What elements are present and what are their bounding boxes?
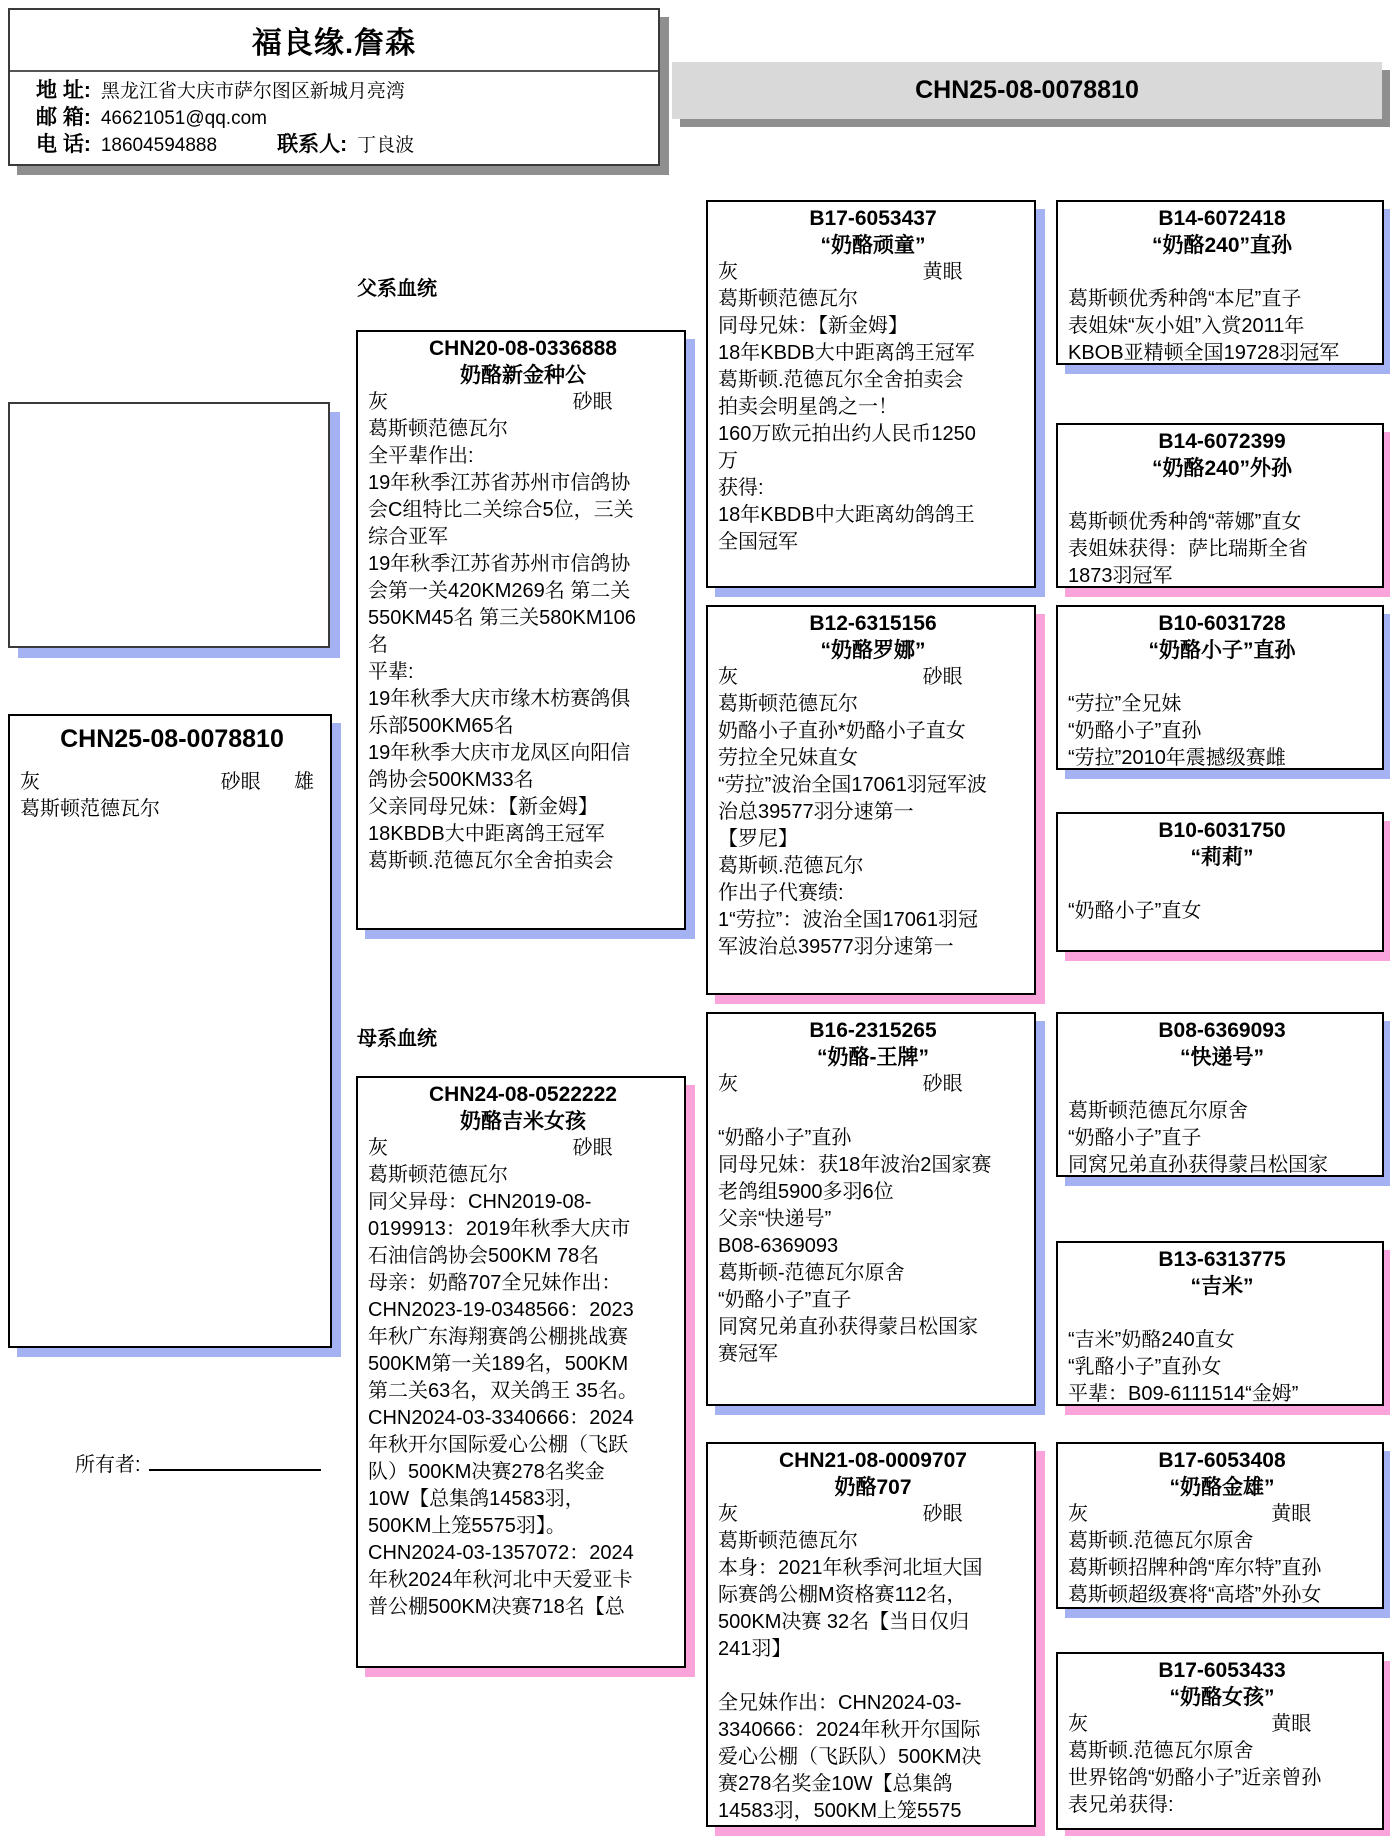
pedigree-text-line: “劳拉”2010年震撼级赛雌 [1068,747,1286,769]
pedigree-box-gg2 [1056,423,1384,588]
eye-value: 砂眼 [572,1137,613,1159]
pedigree-text-line: 第二关63名，双关鸽王 35名。 [368,1380,639,1402]
pedigree-text-line: 500KM上笼5575羽】。 [368,1515,566,1537]
pedigree-text-line: 表姐妹获得：萨比瑞斯全省 [1068,538,1308,560]
pedigree-text-line: 鸽协会500KM33名 [368,769,534,791]
pedigree-text-line: “奶酪小子”直女 [1068,900,1202,922]
color-value: 灰 [718,666,738,688]
pedigree-text-line: 际赛鸽公棚M资格赛112名， [718,1584,967,1606]
trait-line [718,1071,1028,1098]
pedigree-text-line: 葛斯顿范德瓦尔 [368,418,508,440]
pedigree-text-line: 葛斯顿范德瓦尔 [20,798,160,820]
pedigree-text-line: 作出子代赛绩: [718,882,844,904]
pedigree-text-line: 葛斯顿范德瓦尔 [718,288,858,310]
pigeon-name: “奶酪-王牌” [817,1046,929,1069]
pedigree-text-line: “奶酪小子”直子 [1068,1127,1202,1149]
pedigree-text-line: 葛斯顿范德瓦尔 [718,693,858,715]
pedigree-text-line: 普公棚500KM决赛718名【总 [368,1596,625,1618]
pedigree-text-line: CHN2024-03-3340666：2024 [368,1407,634,1429]
pedigree-text-line: 同窝兄弟直孙获得蒙吕松国家 [718,1316,978,1338]
pedigree-box-gf_m [706,1012,1036,1406]
pigeon-name: “莉莉” [1190,846,1254,869]
pedigree-text-line: 葛斯顿招牌种鸽“库尔特”直孙 [1068,1557,1322,1579]
pedigree-text-line: 表姐妹“灰小姐”入赏2011年 [1068,315,1305,337]
eye-value: 砂眼 [922,1503,963,1525]
pigeon-name: “快递号” [1180,1046,1264,1069]
trait-line [20,769,324,796]
address-label: 地 址: [36,79,91,102]
pedigree-box-gg7 [1056,1442,1384,1609]
color-value: 灰 [1068,1503,1088,1525]
pedigree-box-gg6 [1056,1241,1384,1406]
ring-number: B14-6072418 [1158,207,1286,230]
pedigree-text-line: 全平辈作出: [368,445,474,467]
pedigree-text-line: 10W【总集鸽14583羽， [368,1488,585,1510]
pedigree-text-line: B08-6369093 [718,1235,839,1257]
pedigree-text-line: 1“劳拉”：波治全国17061羽冠 [718,909,979,931]
pedigree-text-line: 队）500KM决赛278名奖金 [368,1461,605,1483]
email-row [10,105,658,132]
pedigree-text-line: 550KM45名 第三关580KM106 [368,607,636,629]
pedigree-text-line: 劳拉全兄妹直女 [718,747,858,769]
pedigree-box-gg4 [1056,812,1384,952]
color-value: 灰 [718,1503,738,1525]
owner-line [75,1448,321,1477]
owner-blank-line [149,1451,321,1471]
pedigree-text-line: “吉米”奶酪240直女 [1068,1329,1235,1351]
color-value: 灰 [368,391,388,413]
ring-number: B16-2315265 [809,1019,937,1042]
pedigree-text-line [1068,664,1376,691]
trait-line [718,664,1028,691]
pigeon-name: “奶酪小子”直孙 [1148,639,1296,662]
pedigree-text-line: 全兄妹作出：CHN2024-03- [718,1692,962,1714]
pedigree-text-line: 同母兄妹：【新金姆】 [718,315,908,337]
pedigree-box-mother [356,1076,686,1668]
pedigree-text-line: 爱心公棚（飞跃队）500KM决 [718,1746,982,1768]
pedigree-text-line: 19年秋季江苏省苏州市信鸽协 [368,553,631,575]
pedigree-text-line: 241羽】 [718,1638,792,1660]
pedigree-text-line: 500KM第一关189名，500KM [368,1353,629,1375]
trait-line [1068,1501,1376,1528]
color-value: 灰 [20,771,40,793]
pedigree-text-line: 全国冠军 [718,531,798,553]
pedigree-text-line: 18KBDB大中距离鸽王冠军 [368,823,605,845]
ring-number: B12-6315156 [809,612,937,635]
pedigree-text-line [1068,259,1376,286]
pedigree-text-line: 赛278名奖金10W【总集鸽 [718,1773,953,1795]
pedigree-text-line: “奶酪小子”直孙 [1068,720,1202,742]
pigeon-name: 奶酪吉米女孩 [460,1110,586,1133]
pedigree-text-line: 同母兄妹：获18年波治2国家赛 [718,1154,992,1176]
pedigree-text-line: 父亲“快递号” [718,1208,832,1230]
owner-label: 所有者: [75,1454,141,1476]
eye-value: 黄眼 [1271,1713,1312,1735]
ring-number: B08-6369093 [1158,1019,1286,1042]
pedigree-text-line: 18年KBDB中大距离幼鸽鸽王 [718,504,975,526]
pedigree-text-line: 年秋广东海翔赛鸽公棚挑战赛 [368,1326,628,1348]
pigeon-name: “吉米” [1190,1275,1254,1298]
pedigree-box-gg8 [1056,1652,1384,1830]
pedigree-text-line: KBOB亚精顿全国19728羽冠军 [1068,342,1340,364]
pedigree-text-line: 老鸽组5900多羽6位 [718,1181,894,1203]
pedigree-text-line: 葛斯顿.范德瓦尔全舍拍卖会 [368,850,614,872]
pedigree-text-line: 乐部500KM65名 [368,715,514,737]
trait-line [718,259,1028,286]
pedigree-text-line: 葛斯顿-范德瓦尔原舍 [718,1262,905,1284]
ring-number: CHN21-08-0009707 [779,1449,967,1472]
pedigree-text-line: 1873羽冠军 [1068,565,1173,587]
pedigree-text-line: 本身：2021年秋季河北垣大国 [718,1557,983,1579]
pedigree-text-line: 葛斯顿.范德瓦尔全舍拍卖会 [718,369,964,391]
pigeon-name: 奶酪新金种公 [460,364,586,387]
loft-title: 福良缘.詹森 [251,27,417,60]
pedigree-text-line: 万 [718,450,738,472]
pedigree-text-line: 平辈：B09-6111514“金姆” [1068,1383,1299,1405]
pedigree-text-line: “乳酪小子”直孙女 [1068,1356,1222,1378]
pedigree-text-line: “劳拉”波治全国17061羽冠军波 [718,774,987,796]
pedigree-text-line: 同窝兄弟直孙获得蒙吕松国家 [1068,1154,1328,1176]
sex-value: 雄 [294,771,314,793]
pedigree-text-line: 葛斯顿优秀种鸽“本尼”直子 [1068,288,1302,310]
email-label: 邮 箱: [36,106,91,129]
photo-placeholder-box [8,402,330,648]
pedigree-box-gg3 [1056,605,1384,770]
trait-line [368,1135,678,1162]
pedigree-text-line: 名 [368,634,388,656]
pedigree-text-line: 获得: [718,477,764,499]
pedigree-text-line: 19年秋季大庆市龙凤区向阳信 [368,742,631,764]
ring-number: CHN25-08-0078810 [60,725,284,753]
pigeon-name: “奶酪金雄” [1169,1476,1275,1499]
pedigree-text-line: 同父异母：CHN2019-08- [368,1191,592,1213]
pedigree-text-line: 年秋开尔国际爱心公棚（飞跃 [368,1434,628,1456]
pedigree-box-gg1 [1056,200,1384,365]
pedigree-text-line: 赛冠军 [718,1343,778,1365]
color-value: 灰 [1068,1713,1088,1735]
pedigree-text-line: 葛斯顿.范德瓦尔原舍 [1068,1740,1254,1762]
pedigree-text-line: 父亲同母兄妹：【新金姆】 [368,796,598,818]
address-value: 黑龙江省大庆市萨尔图区新城月亮湾 [100,81,405,102]
pedigree-text-line: 160万欧元拍出约人民币1250 [718,423,976,445]
color-value: 灰 [718,1073,738,1095]
pedigree-text-line [1068,1300,1376,1327]
pedigree-text-line: 19年秋季江苏省苏州市信鸽协 [368,472,631,494]
pigeon-name: “奶酪顽童” [820,234,926,257]
pedigree-text-line: 平辈: [368,661,414,683]
pedigree-text-line [1068,871,1376,898]
eye-value: 砂眼 [572,391,613,413]
eye-value: 黄眼 [922,261,963,283]
eye-value: 砂眼 [922,666,963,688]
contact-value: 丁良波 [357,135,415,156]
trait-line [718,1501,1028,1528]
ring-number-banner: CHN25-08-0078810 [672,62,1382,119]
pedigree-text-line: 表兄弟获得: [1068,1794,1174,1816]
pedigree-box-father [356,330,686,930]
phone-row [10,132,658,159]
eye-value: 砂眼 [220,771,261,793]
color-value: 灰 [718,261,738,283]
pedigree-text-line: 葛斯顿范德瓦尔 [368,1164,508,1186]
ring-number: B13-6313775 [1158,1248,1286,1271]
pedigree-text-line: 葛斯顿范德瓦尔原舍 [1068,1100,1248,1122]
color-value: 灰 [368,1137,388,1159]
pedigree-text-line: CHN2024-03-1357072：2024 [368,1542,634,1564]
pedigree-text-line: 年秋2024年秋河北中天爱亚卡 [368,1569,633,1591]
contact-group [277,133,414,158]
pigeon-name: 奶酪707 [834,1476,912,1499]
pedigree-text-line [1068,1071,1376,1098]
pedigree-text-line: “奶酪小子”直孙 [718,1127,852,1149]
pedigree-text-line [1068,482,1376,509]
loft-info-card [8,8,660,166]
pedigree-text-line: 会C组特比二关综合5位，三关 [368,499,634,521]
phone-label: 电 话: [36,133,91,156]
maternal-line-label: 母系血统 [357,1028,437,1050]
pedigree-text-line: 世界铭鸽“奶酪小子”近亲曾孙 [1068,1767,1322,1789]
loft-divider [10,70,658,72]
pigeon-name: “奶酪女孩” [1169,1686,1275,1709]
pedigree-text-line: 葛斯顿.范德瓦尔 [718,855,864,877]
pedigree-text-line: 军波治总39577羽分速第一 [718,936,954,958]
pedigree-text-line: 母亲：奶酪707全兄妹作出： [368,1272,622,1294]
paternal-line-label: 父系血统 [357,278,437,300]
ring-number: CHN24-08-0522222 [429,1083,617,1106]
pedigree-text-line: 葛斯顿范德瓦尔 [718,1530,858,1552]
pedigree-text-line: 3340666：2024年秋开尔国际 [718,1719,981,1741]
email-value: 46621051@qq.com [100,108,267,129]
pigeon-name: “奶酪240”外孙 [1151,457,1293,480]
trait-line [1068,1711,1376,1738]
pedigree-text-line: 治总39577羽分速第一 [718,801,914,823]
ring-number: B10-6031750 [1158,819,1286,842]
ring-number: B14-6072399 [1158,430,1286,453]
pedigree-box-gm_p [706,605,1036,995]
pedigree-text-line: 石油信鸽协会500KM 78名 [368,1245,600,1267]
ring-number: B10-6031728 [1158,612,1286,635]
phone-value: 18604594888 [100,135,218,156]
address-row [10,78,658,105]
pedigree-text-line: “劳拉”全兄妹 [1068,693,1182,715]
pedigree-text-line: 拍卖会明星鸽之一！ [718,396,898,418]
pedigree-text-line: 0199913：2019年秋季大庆市 [368,1218,631,1240]
pedigree-text-line: 19年秋季大庆市缘木枋赛鸽俱 [368,688,631,710]
pedigree-text-line: 奶酪小子直孙*奶酪小子直女 [718,720,966,742]
pedigree-box-gf_p [706,200,1036,588]
pedigree-box-subject [8,714,332,1348]
pedigree-text-line: 会第一关420KM269名 第二关 [368,580,631,602]
pedigree-text-line [718,1098,1028,1125]
ring-number: B17-6053437 [809,207,937,230]
ring-number: CHN20-08-0336888 [429,337,617,360]
pedigree-text-line: 14583羽，500KM上笼5575 [718,1800,962,1822]
pedigree-text-line: 综合亚军 [368,526,448,548]
eye-value: 黄眼 [1271,1503,1312,1525]
pedigree-text-line: CHN2023-19-0348566：2023 [368,1299,634,1321]
pedigree-text-line: 葛斯顿.范德瓦尔原舍 [1068,1530,1254,1552]
ring-number: B17-6053433 [1158,1659,1286,1682]
pedigree-text-line: 葛斯顿优秀种鸽“蒂娜”直女 [1068,511,1302,533]
pedigree-text-line: 18年KBDB大中距离鸽王冠军 [718,342,975,364]
pedigree-text-line: 500KM决赛 32名【当日仅归 [718,1611,970,1633]
eye-value: 砂眼 [922,1073,963,1095]
pigeon-name: “奶酪240”直孙 [1151,234,1293,257]
pedigree-box-gg5 [1056,1012,1384,1177]
pedigree-text-line [718,1663,1028,1690]
pigeon-name: “奶酪罗娜” [820,639,926,662]
contact-label: 联系人: [277,133,348,156]
pedigree-text-line: 【罗尼】 [718,828,798,850]
pedigree-text-line: 葛斯顿超级赛将“高塔”外孙女 [1068,1584,1322,1606]
trait-line [368,389,678,416]
pedigree-text-line: “奶酪小子”直子 [718,1289,852,1311]
ring-number: B17-6053408 [1158,1449,1286,1472]
pedigree-box-gm_m [706,1442,1036,1827]
